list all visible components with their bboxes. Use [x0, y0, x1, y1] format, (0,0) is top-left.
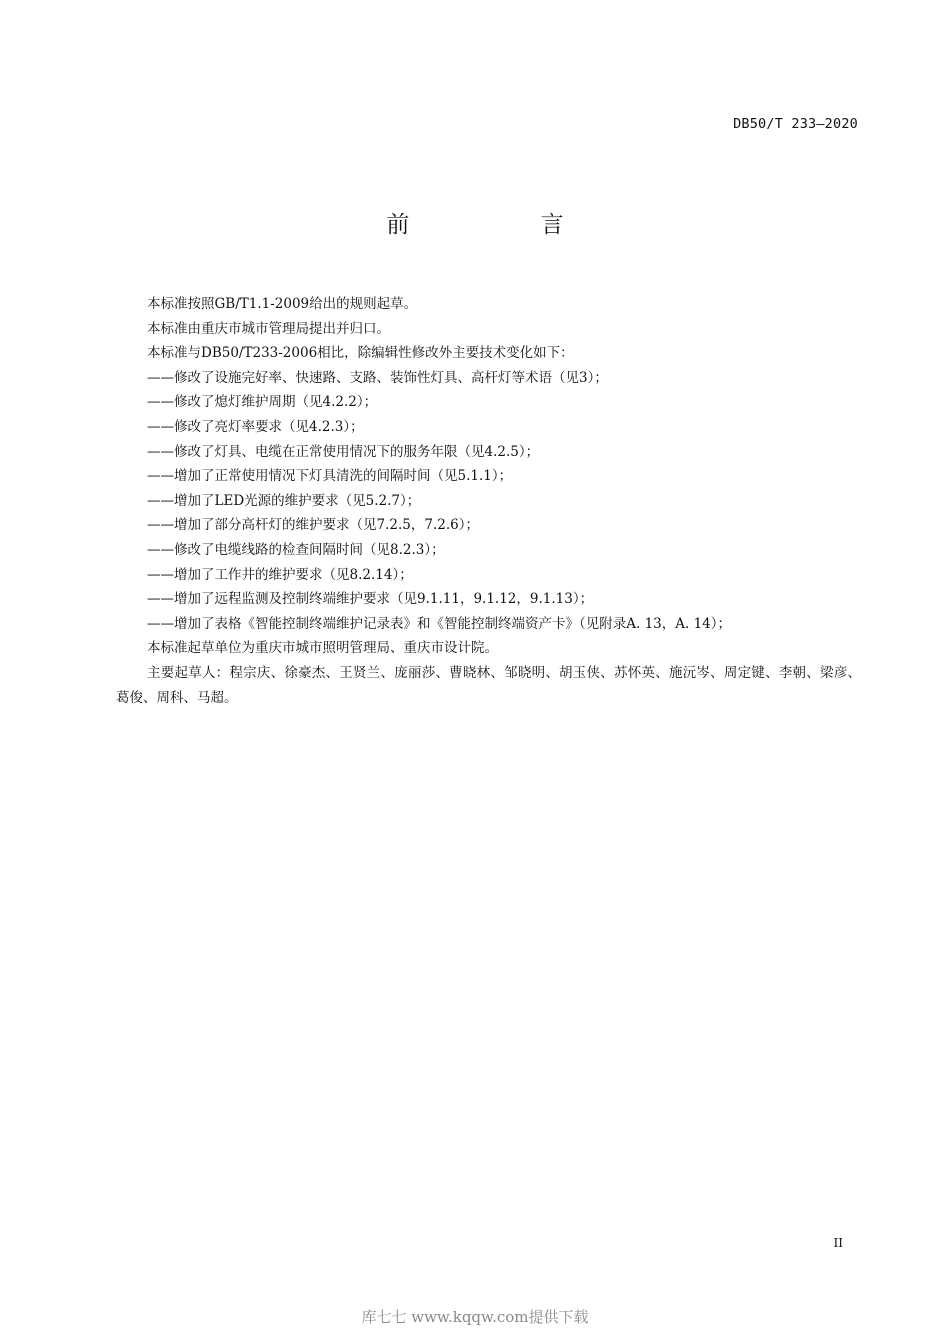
change-item: ——增加了LED光源的维护要求（见5.2.7）； [147, 492, 421, 509]
change-item: ——增加了表格《智能控制终端维护记录表》和《智能控制终端资产卡》（见附录A. 13，A. 14）； [147, 615, 732, 632]
paragraph-proposer: 本标准由重庆市城市管理局提出并归口。 [147, 320, 390, 337]
paragraph-changes-intro: 本标准与DB50/T233-2006相比，除编辑性修改外主要技术变化如下： [147, 345, 574, 362]
change-item: ——修改了熄灯维护周期（见4.2.2）； [147, 394, 378, 411]
document-code: DB50/T 233—2020 [733, 116, 858, 132]
page-title: 前 言 [386, 212, 626, 238]
change-item: ——修改了设施完好率、快速路、支路、装饰性灯具、高杆灯等术语（见3）； [147, 369, 608, 386]
page-number: II [833, 1236, 843, 1250]
paragraph-drafters: 主要起草人：程宗庆、徐豪杰、王贤兰、庞丽莎、曹晓林、邹晓明、胡玉侠、苏怀英、施沅岑、周定键、李朝、梁彦、葛俊、周科、马超。 [116, 664, 861, 706]
change-item: ——修改了亮灯率要求（见4.2.3）； [147, 418, 364, 435]
change-item: ——修改了灯具、电缆在正常使用情况下的服务年限（见4.2.5）； [147, 443, 540, 460]
change-item: ——增加了工作井的维护要求（见8.2.14）； [147, 566, 413, 583]
foreword-body [116, 292, 861, 710]
paragraph-drafting-units: 本标准起草单位为重庆市城市照明管理局、重庆市设计院。 [147, 640, 498, 657]
change-item: ——修改了电缆线路的检查间隔时间（见8.2.3）； [147, 541, 445, 558]
change-item: ——增加了部分高杆灯的维护要求（见7.2.5，7.2.6）； [147, 517, 479, 534]
change-item: ——增加了远程监测及控制终端维护要求（见9.1.11，9.1.12，9.1.13）； [147, 591, 594, 608]
download-watermark: 库七七 www.kqqw.com提供下载 [361, 1308, 589, 1326]
paragraph-drafting-rules: 本标准按照GB/T1.1-2009给出的规则起草。 [147, 296, 418, 312]
change-item: ——增加了正常使用情况下灯具清洗的间隔时间（见5.1.1）； [147, 468, 513, 485]
